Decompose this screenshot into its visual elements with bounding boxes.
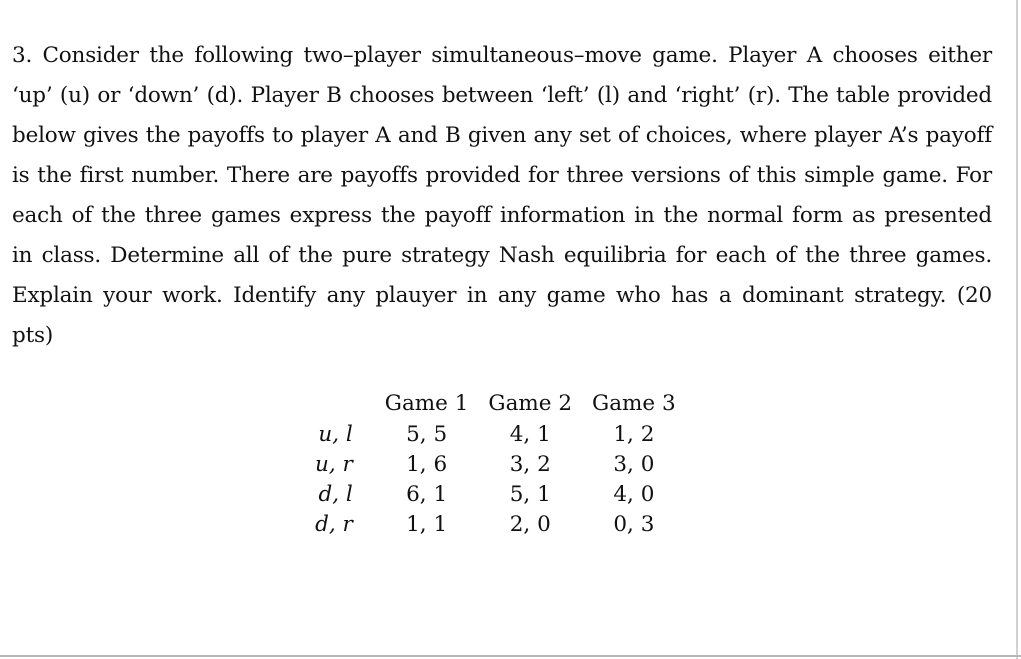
payoff-table — [305, 388, 686, 540]
payoff-cell: 6, 1 — [406, 482, 448, 507]
table-row — [305, 480, 686, 510]
payoff-cell: 4, 0 — [613, 482, 655, 507]
row-label: u, r — [315, 452, 353, 477]
table-row — [305, 510, 686, 540]
row-label: d, r — [315, 512, 353, 537]
payoff-cell: 5, 5 — [406, 422, 448, 447]
payoff-cell: 5, 1 — [509, 482, 551, 507]
table-row — [305, 420, 686, 450]
payoff-cell: 4, 1 — [509, 422, 551, 447]
payoff-cell: 3, 2 — [509, 452, 551, 477]
payoff-cell: 3, 0 — [613, 452, 655, 477]
table-row — [305, 450, 686, 480]
payoff-cell: 1, 1 — [406, 512, 448, 537]
header-game-3: Game 3 — [592, 391, 676, 416]
payoff-cell: 0, 3 — [613, 512, 655, 537]
payoff-cell: 1, 2 — [613, 422, 655, 447]
payoff-cell: 1, 6 — [406, 452, 448, 477]
row-label: u, l — [318, 422, 353, 447]
page-edge-bottom — [0, 655, 1021, 657]
header-game-2: Game 2 — [488, 391, 573, 416]
corner-cell — [305, 388, 375, 420]
row-label: d, l — [318, 482, 353, 507]
problem-statement: 3. Consider the following two–player simultaneous–move game. Player A chooses either ‘up’ (u) or ‘down’ (d). Player B chooses between ‘left’ (l) and ‘right’ (r). The table provided below gives the payoffs to player A and B given any set of choices, where player A’s payoff is the first number. There are payoffs provided for three versions of this simple game. For each of the three games express the payoff information in the normal form as presented in class. Determine all of the pure strategy Nash equilibria for each of the three games. Explain your work. Identify any plauyer in any game who has a dominant strategy. (20 pts) — [12, 43, 992, 348]
header-game-1: Game 1 — [384, 391, 469, 416]
page-edge-right — [1016, 0, 1018, 659]
payoff-cell: 2, 0 — [509, 512, 551, 537]
table-header-row — [305, 388, 686, 420]
